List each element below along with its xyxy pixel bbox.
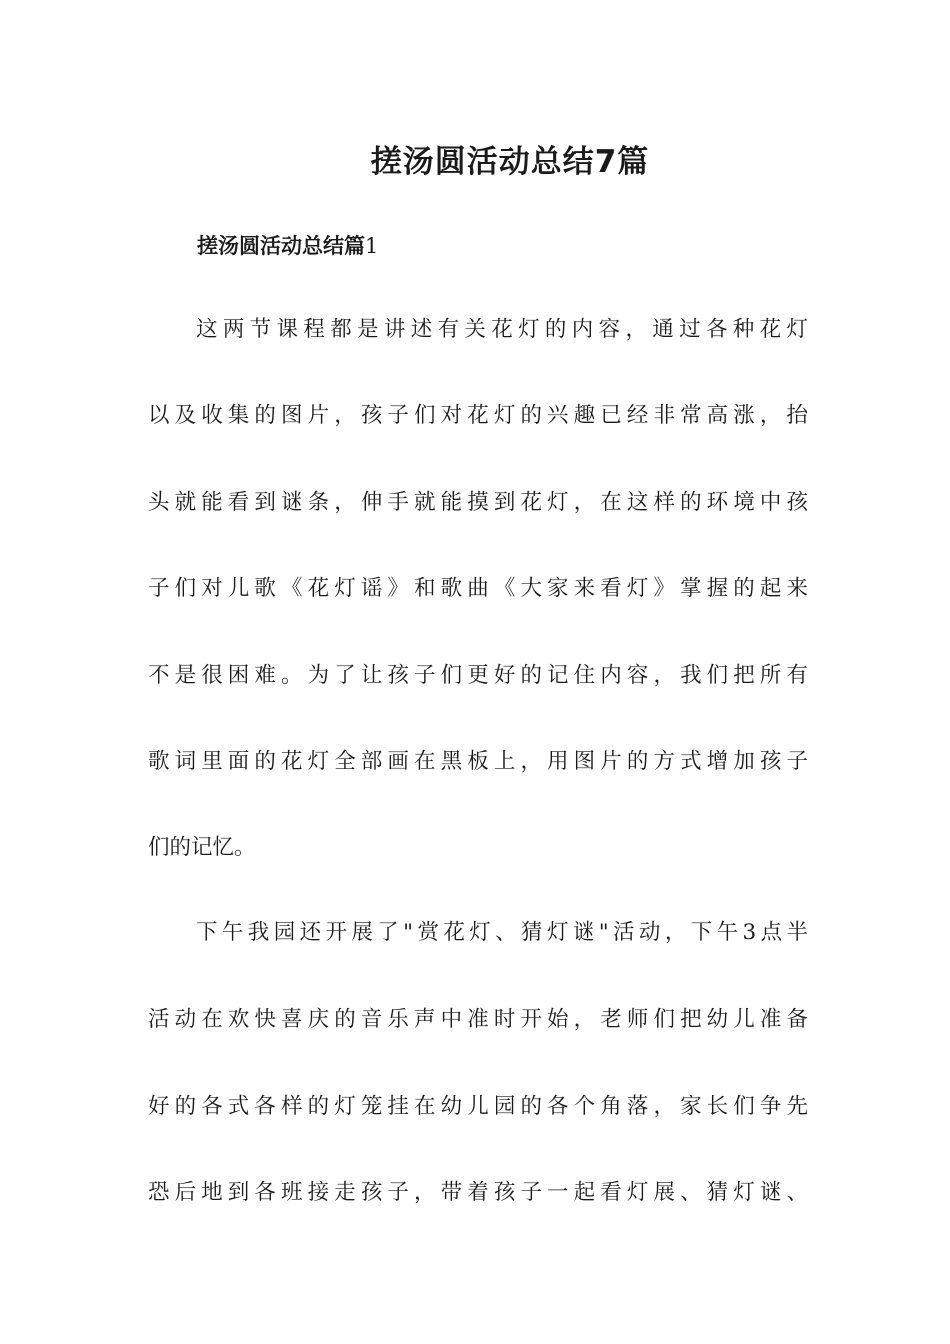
paragraph-line: 恐后地到各班接走孩子，带着孩子一起看灯展、猜灯谜、 [148,1180,808,1205]
paragraph-line: 不是很困难。为了让孩子们更好的记住内容，我们把所有 [148,663,808,688]
paragraph-line: 子们对儿歌《花灯谣》和歌曲《大家来看灯》掌握的起来 [148,576,808,601]
paragraph-line: 头就能看到谜条，伸手就能摸到花灯，在这样的环境中孩 [148,490,808,515]
section-heading [197,230,378,260]
paragraph-line: 这两节课程都是讲述有关花灯的内容，通过各种花灯 [196,317,808,342]
section-heading-number: 1 [365,234,379,258]
paragraph-line: 们的记忆。 [148,835,256,860]
paragraph-line: 活动在欢快喜庆的音乐声中准时开始，老师们把幼儿准备 [148,1007,808,1032]
paragraph-line: 歌词里面的花灯全部画在黑板上，用图片的方式增加孩子 [148,749,808,774]
section-heading-text: 搓汤圆活动总结篇 [197,234,365,258]
paragraph-line: 以及收集的图片，孩子们对花灯的兴趣已经非常高涨，抬 [148,403,808,428]
paragraph-line: 下午我园还开展了"赏花灯、猜灯谜"活动，下午3点半 [196,920,808,945]
paragraph-line: 好的各式各样的灯笼挂在幼儿园的各个角落，家长们争先 [148,1094,808,1119]
document-title: 搓汤圆活动总结7篇 [370,144,650,180]
